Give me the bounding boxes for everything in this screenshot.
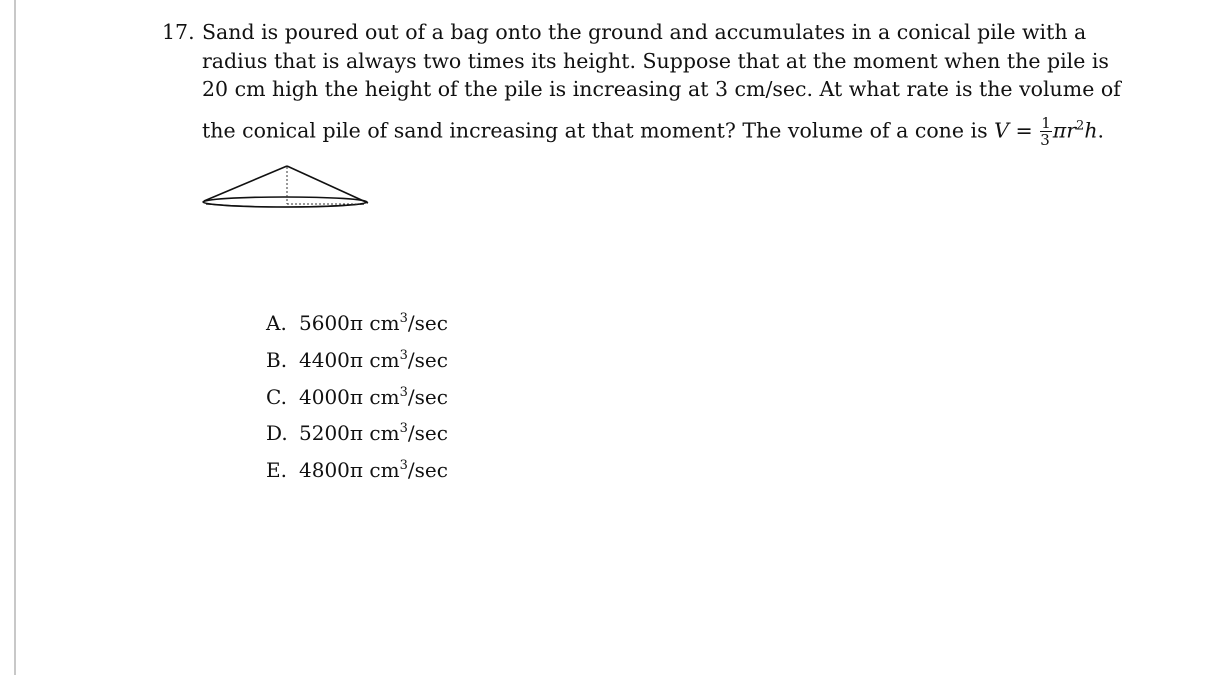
choice-value: 5200π xyxy=(299,421,364,446)
page-left-edge xyxy=(14,0,16,675)
choice-c[interactable] xyxy=(266,379,448,416)
question-line-4-text: the conical pile of sand increasing at that moment? The volume of a cone is xyxy=(202,118,988,142)
question-line-3: 20 cm high the height of the pile is increasing at 3 cm/sec. At what rate is the volume of xyxy=(202,77,1121,101)
answer-choices xyxy=(266,305,448,489)
choice-per: /sec xyxy=(407,384,448,409)
choice-letter: D. xyxy=(266,421,288,446)
formula-r: r xyxy=(1066,118,1077,142)
choice-per: /sec xyxy=(407,421,448,446)
choice-exponent: 3 xyxy=(399,384,408,400)
question-line-1: Sand is poured out of a bag onto the ground and accumulates in a conical pile with a xyxy=(202,20,1087,44)
choice-letter: C. xyxy=(266,384,287,409)
choice-unit: cm xyxy=(369,347,400,372)
formula-fraction xyxy=(1040,113,1052,149)
cone-left-side xyxy=(204,166,287,201)
choice-d[interactable] xyxy=(266,415,448,452)
choice-unit: cm xyxy=(369,384,400,409)
choice-letter: B. xyxy=(266,347,288,372)
formula-denominator: 3 xyxy=(1040,130,1050,149)
choice-b[interactable] xyxy=(266,342,448,379)
question-17 xyxy=(162,18,1121,149)
formula-pi: π xyxy=(1052,118,1067,142)
choice-exponent: 3 xyxy=(399,311,408,326)
choice-letter: E. xyxy=(266,458,287,483)
choice-per: /sec xyxy=(407,347,448,372)
choice-per: /sec xyxy=(407,458,448,483)
choice-unit: cm xyxy=(369,311,400,335)
question-number: 17. xyxy=(162,20,195,44)
choice-exponent: 3 xyxy=(399,458,408,474)
choice-value: 4400π xyxy=(299,347,364,372)
question-line-4 xyxy=(202,113,1105,149)
choice-e[interactable] xyxy=(266,452,448,489)
choice-a[interactable] xyxy=(266,305,448,342)
formula-h: h xyxy=(1084,118,1098,142)
choice-exponent: 3 xyxy=(399,347,408,363)
choice-letter: A. xyxy=(266,311,287,335)
choice-value: 4800π xyxy=(299,458,364,483)
question-text xyxy=(202,18,1121,149)
choice-unit: cm xyxy=(369,458,400,483)
formula-equals: = xyxy=(1015,118,1033,142)
formula-exponent: 2 xyxy=(1076,118,1085,133)
choice-exponent: 3 xyxy=(399,421,408,437)
cone-pile-figure xyxy=(200,160,372,212)
choice-unit: cm xyxy=(369,421,400,446)
cone-volume-formula xyxy=(994,113,1105,149)
formula-period: . xyxy=(1097,118,1105,142)
choice-per: /sec xyxy=(407,311,448,335)
choice-value: 4000π xyxy=(299,384,364,409)
formula-numerator: 1 xyxy=(1041,113,1051,132)
formula-lhs: V xyxy=(994,118,1009,142)
choice-value: 5600π xyxy=(299,311,364,335)
question-line-2: radius that is always two times its height. Suppose that at the moment when the pile is xyxy=(202,48,1109,73)
